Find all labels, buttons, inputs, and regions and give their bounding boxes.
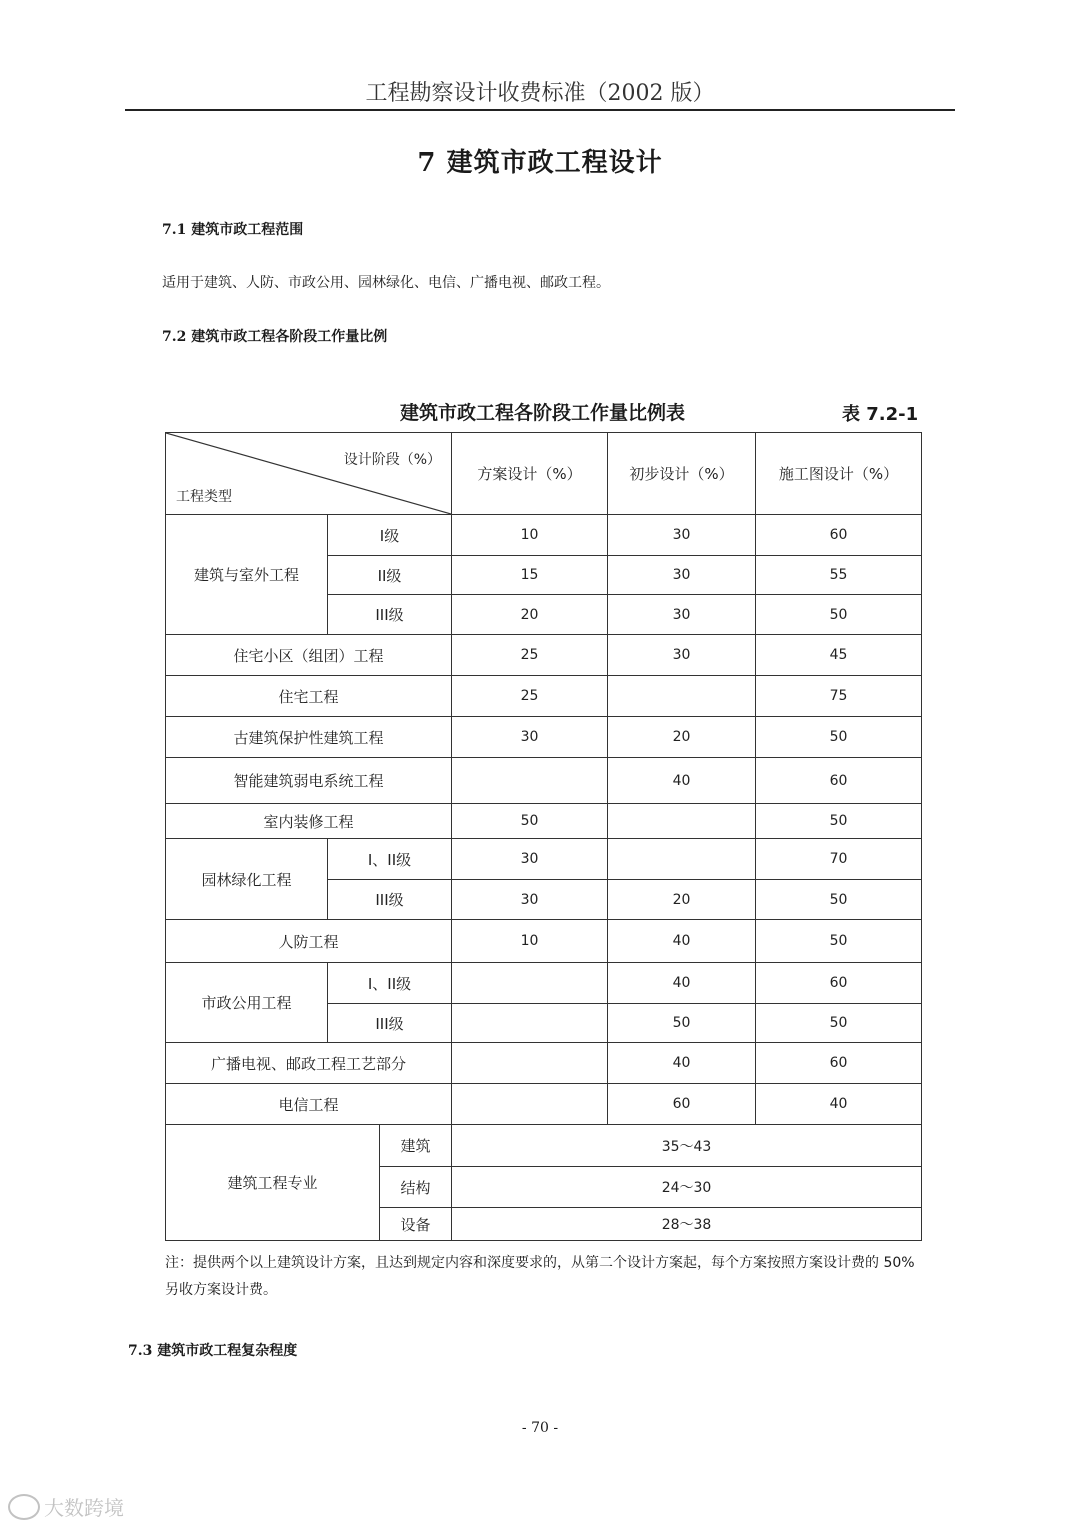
value-cell (452, 1084, 608, 1125)
value-cell: 55 (756, 556, 922, 595)
row-label-residential-district: 住宅小区（组团）工程 (166, 635, 452, 676)
row-label-building-outdoor: 建筑与室外工程 (166, 515, 328, 635)
value-cell (452, 963, 608, 1004)
value-cell (608, 839, 756, 880)
work-ratio-table (165, 432, 922, 1241)
value-cell: 60 (608, 1084, 756, 1125)
value-cell: 50 (756, 880, 922, 920)
watermark-text: 大数跨境 (44, 1496, 124, 1520)
grade-label: I级 (328, 515, 452, 556)
col-header-construction: 施工图设计（%） (756, 433, 922, 515)
grade-label: I、II级 (328, 839, 452, 880)
value-cell (452, 1004, 608, 1043)
table-row (166, 1043, 922, 1084)
value-cell: 30 (608, 556, 756, 595)
row-label-broadcast: 广播电视、邮政工程工艺部分 (166, 1043, 452, 1084)
value-cell: 25 (452, 676, 608, 717)
value-cell: 75 (756, 676, 922, 717)
table-row (166, 920, 922, 963)
value-cell: 60 (756, 963, 922, 1004)
value-cell: 20 (608, 880, 756, 920)
value-cell: 20 (452, 595, 608, 635)
grade-label: III级 (328, 880, 452, 920)
table-row (166, 635, 922, 676)
range-cell: 24～30 (452, 1167, 922, 1208)
value-cell: 50 (608, 1004, 756, 1043)
value-cell (452, 1043, 608, 1084)
value-cell: 50 (756, 595, 922, 635)
row-label-ancient: 古建筑保护性建筑工程 (166, 717, 452, 758)
grade-label: I、II级 (328, 963, 452, 1004)
specialty-label: 结构 (380, 1167, 452, 1208)
col-header-scheme: 方案设计（%） (452, 433, 608, 515)
table-title: 建筑市政工程各阶段工作量比例表 (400, 402, 686, 424)
value-cell: 30 (608, 595, 756, 635)
value-cell: 50 (756, 717, 922, 758)
watermark (8, 1492, 124, 1521)
row-label-landscape: 园林绿化工程 (166, 839, 328, 920)
value-cell: 40 (608, 1043, 756, 1084)
value-cell: 40 (608, 963, 756, 1004)
value-cell: 60 (756, 1043, 922, 1084)
value-cell: 50 (452, 804, 608, 839)
value-cell: 60 (756, 758, 922, 804)
value-cell (608, 804, 756, 839)
section-7-3-title: 7.3 建筑市政工程复杂程度 (128, 1343, 298, 1359)
row-label-building-specialty: 建筑工程专业 (166, 1125, 380, 1241)
value-cell: 10 (452, 515, 608, 556)
watermark-logo-icon (8, 1494, 40, 1520)
table-row (166, 717, 922, 758)
value-cell: 30 (608, 515, 756, 556)
value-cell: 30 (452, 717, 608, 758)
value-cell: 20 (608, 717, 756, 758)
section-7-1-body: 适用于建筑、人防、市政公用、园林绿化、电信、广播电视、邮政工程。 (162, 275, 610, 291)
value-cell (452, 758, 608, 804)
row-label-residential: 住宅工程 (166, 676, 452, 717)
value-cell (608, 676, 756, 717)
section-7-1-title: 7.1 建筑市政工程范围 (162, 222, 304, 238)
value-cell: 40 (608, 758, 756, 804)
table-row (166, 804, 922, 839)
table-header-row (166, 433, 922, 515)
value-cell: 30 (452, 880, 608, 920)
section-7-2-title: 7.2 建筑市政工程各阶段工作量比例 (162, 329, 388, 345)
header-type-label: 工程类型 (176, 489, 232, 505)
table-row (166, 515, 922, 556)
value-cell: 70 (756, 839, 922, 880)
specialty-label: 建筑 (380, 1125, 452, 1167)
table-row (166, 758, 922, 804)
specialty-label: 设备 (380, 1208, 452, 1241)
row-label-telecom: 电信工程 (166, 1084, 452, 1125)
chapter-title: 7 建筑市政工程设计 (417, 148, 663, 178)
table-note: 注：提供两个以上建筑设计方案，且达到规定内容和深度要求的，从第二个设计方案起，每个方案按照方案设计费的 50%另收方案设计费。 (165, 1255, 915, 1298)
grade-label: II级 (328, 556, 452, 595)
diagonal-header-cell (166, 433, 452, 515)
table-number: 表 7.2-1 (842, 404, 919, 425)
value-cell: 40 (756, 1084, 922, 1125)
table-row (166, 839, 922, 880)
grade-label: III级 (328, 1004, 452, 1043)
header-stage-label: 设计阶段（%） (343, 452, 442, 468)
value-cell: 40 (608, 920, 756, 963)
col-header-prelim: 初步设计（%） (608, 433, 756, 515)
range-cell: 35～43 (452, 1125, 922, 1167)
range-cell: 28～38 (452, 1208, 922, 1241)
value-cell: 30 (608, 635, 756, 676)
table-row (166, 1125, 922, 1167)
value-cell: 50 (756, 1004, 922, 1043)
table-row (166, 1084, 922, 1125)
value-cell: 60 (756, 515, 922, 556)
value-cell: 10 (452, 920, 608, 963)
row-label-interior: 室内装修工程 (166, 804, 452, 839)
value-cell: 15 (452, 556, 608, 595)
row-label-civil-defense: 人防工程 (166, 920, 452, 963)
page-number: - 70 - (521, 1420, 559, 1436)
grade-label: III级 (328, 595, 452, 635)
value-cell: 30 (452, 839, 608, 880)
table-row (166, 676, 922, 717)
header-rule (125, 109, 955, 111)
value-cell: 50 (756, 920, 922, 963)
value-cell: 45 (756, 635, 922, 676)
row-label-smart: 智能建筑弱电系统工程 (166, 758, 452, 804)
row-label-municipal: 市政公用工程 (166, 963, 328, 1043)
running-header: 工程勘察设计收费标准（2002 版） (365, 81, 715, 106)
table-row (166, 963, 922, 1004)
value-cell: 25 (452, 635, 608, 676)
value-cell: 50 (756, 804, 922, 839)
